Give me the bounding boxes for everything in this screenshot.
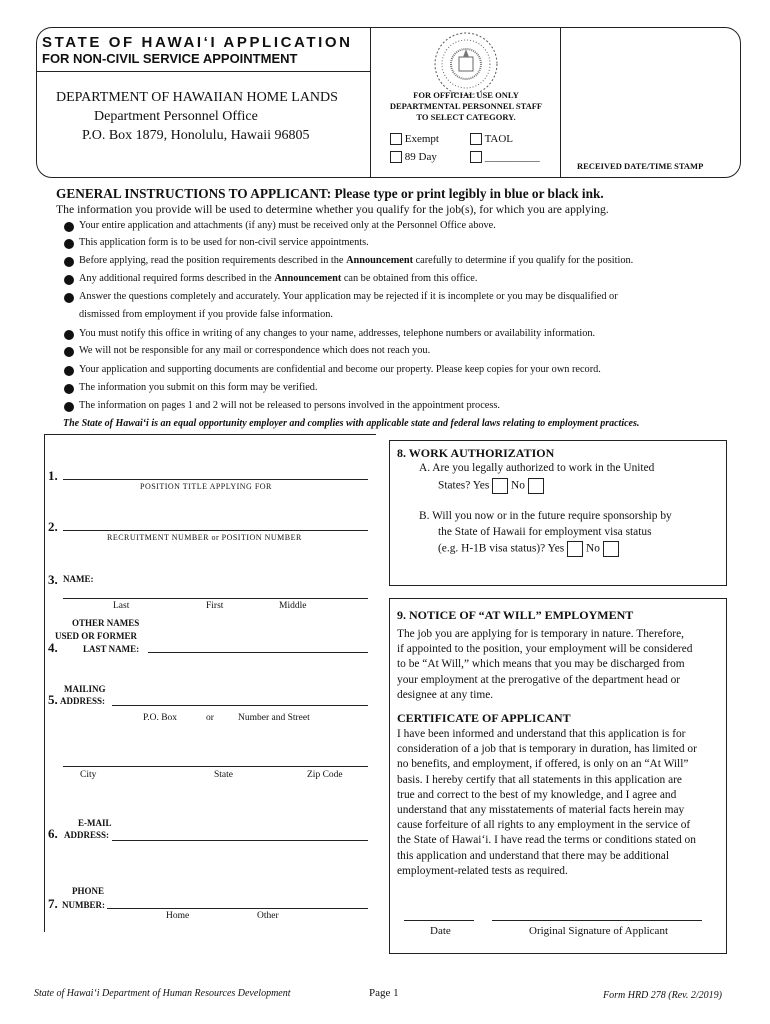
other-names-label-2: USED OR FORMER [55, 631, 138, 641]
at-will-body [397, 627, 719, 703]
number-label: NUMBER: [62, 900, 105, 910]
work-auth-heading: 8. WORK AUTHORIZATION [397, 446, 555, 460]
instruction-1: Your entire application and attachments (if any) must be received only at the Personnel Office above. [79, 220, 496, 231]
personnel-office: Department Personnel Office [94, 109, 258, 124]
certificate-line: consideration of a job that is temporary in duration, has limited or [397, 743, 697, 756]
sponsorship-no-checkbox[interactable] [603, 541, 619, 557]
bullet-icon [64, 384, 74, 394]
date-label: Date [430, 925, 451, 937]
work-auth-a2-text: States? Yes [438, 479, 490, 492]
instruction-3-bold: Announcement [346, 255, 414, 266]
sponsorship-no-label: No [585, 542, 600, 555]
certificate-heading: CERTIFICATE OF APPLICANT [397, 711, 571, 725]
zip-label: Zip Code [307, 770, 343, 780]
at-will-heading: 9. NOTICE OF “AT WILL” EMPLOYMENT [397, 608, 634, 622]
certificate-line: true and correct to the best of my knowledge, and I agree and [397, 788, 677, 801]
certificate-line: the State of Hawai‘i. I have read the terms or conditions stated on [397, 834, 696, 847]
other-category-checkbox[interactable] [470, 151, 482, 163]
instruction-10: The information on pages 1 and 2 will not be released to persons involved in the appointment process. [79, 400, 500, 411]
other-phone-label: Other [257, 911, 279, 921]
item-2-number: 2. [48, 519, 58, 534]
name-label: NAME: [63, 574, 94, 584]
signature-line[interactable] [492, 920, 702, 921]
instruction-5b: dismissed from employment if you provide false information. [79, 309, 333, 320]
certificate-line: I have been informed and understand that this application is for [397, 728, 686, 740]
certificate-line: employment-related tests as required. [397, 864, 568, 877]
at-will-line: The job you are applying for is temporary in nature. Therefore, [397, 628, 684, 640]
certificate-line: cause forfeiture of all rights to any employment in the service of [397, 819, 691, 832]
received-stamp-label: RECEIVED DATE/TIME STAMP [577, 161, 704, 171]
category-taol[interactable] [470, 133, 513, 145]
official-use-line3: TO SELECT CATEGORY. [416, 112, 516, 122]
work-auth-b3-text: (e.g. H-1B visa status)? Yes [438, 542, 565, 555]
position-title-line[interactable] [63, 479, 368, 480]
category-89day[interactable] [390, 151, 437, 163]
89day-checkbox[interactable] [390, 151, 402, 163]
eeo-statement: The State of Hawai‘i is an equal opportunity employer and complies with applicable state and federal laws relating to employment practices. [63, 418, 640, 429]
certificate-line: basis. I hereby certify that all statements in this application are [397, 773, 682, 786]
item-7-number: 7. [48, 896, 58, 911]
address-line[interactable] [112, 705, 368, 706]
header-divider-2 [560, 27, 561, 177]
certificate-line: this application and understand that there may be additional [397, 849, 670, 862]
last-name-label: LAST NAME: [83, 644, 140, 654]
instruction-4-post: can be obtained from this office. [341, 273, 478, 284]
authorized-no-label: No [510, 479, 525, 492]
bullet-icon [64, 366, 74, 376]
form-title-line1: STATE OF HAWAI‘I APPLICATION [42, 34, 353, 51]
name-line[interactable] [63, 598, 368, 599]
instructions-intro: The information you provide will be used to determine whether you qualify for the job(s), for which you are applying. [56, 203, 609, 216]
left-column-rule [44, 434, 45, 932]
address-label: ADDRESS: [60, 696, 106, 706]
email-address-label: ADDRESS: [64, 830, 110, 840]
city-state-zip-line[interactable] [63, 766, 368, 767]
instruction-4 [79, 273, 477, 284]
footer-page: Page 1 [369, 987, 399, 999]
certificate-line: understand that any misstatements of material facts herein may [397, 804, 685, 817]
phone-line[interactable] [107, 908, 368, 909]
instruction-9: The information you submit on this form may be verified. [79, 382, 318, 393]
at-will-line: if appointed to the position, your employment will be considered [397, 643, 693, 656]
taol-checkbox[interactable] [470, 133, 482, 145]
po-box-label: P.O. Box [143, 713, 178, 723]
signature-label: Original Signature of Applicant [529, 925, 668, 937]
89day-label: 89 Day [404, 151, 437, 163]
authorized-no-checkbox[interactable] [528, 478, 544, 494]
other-category-blank: __________ [484, 151, 540, 163]
instruction-8: Your application and supporting documents are confidential and become our property. Please keep copies for your own record. [79, 364, 601, 375]
authorized-yes-checkbox[interactable] [492, 478, 508, 494]
number-street-label: Number and Street [238, 713, 310, 723]
mailing-label: MAILING [64, 684, 106, 694]
instruction-4-pre: Any additional required forms described in the [79, 273, 275, 284]
instruction-4-bold: Announcement [274, 273, 342, 284]
instruction-2: This application form is to be used for non-civil service appointments. [79, 237, 369, 248]
category-other[interactable] [470, 151, 540, 163]
item-4-number: 4. [48, 640, 58, 655]
taol-label: TAOL [484, 133, 514, 145]
first-label: First [206, 601, 224, 611]
certificate-line: no benefits, and employment, if offered, is only on an “At Will” [397, 758, 689, 771]
header-divider-1 [370, 27, 371, 177]
at-will-line: to be “At Will,” which means that you may be discharged from [397, 658, 685, 671]
email-label: E-MAIL [78, 818, 112, 828]
home-label: Home [166, 911, 190, 921]
middle-label: Middle [279, 601, 307, 611]
at-will-line: designee at any time. [397, 688, 494, 701]
phone-label: PHONE [72, 886, 105, 896]
exempt-label: Exempt [404, 133, 439, 145]
instruction-7: We will not be responsible for any mail or correspondence which does not reach you. [79, 345, 431, 356]
state-seal-icon [433, 31, 499, 97]
instruction-3-post: carefully to determine if you qualify for the position. [413, 255, 634, 266]
position-title-label: POSITION TITLE APPLYING FOR [140, 482, 272, 491]
office-address: P.O. Box 1879, Honolulu, Hawaii 96805 [82, 128, 310, 143]
work-auth-a1: A. Are you legally authorized to work in the United [419, 462, 655, 474]
department-name: DEPARTMENT OF HAWAIIAN HOME LANDS [56, 90, 338, 105]
bullet-icon [64, 330, 74, 340]
bullet-icon [64, 239, 74, 249]
recruitment-number-label: RECRUITMENT NUMBER or POSITION NUMBER [107, 533, 302, 542]
recruitment-number-line[interactable] [63, 530, 368, 531]
or-label: or [206, 713, 214, 723]
at-will-line: your employment at the prerogative of the department head or [397, 673, 681, 686]
official-use-line1: FOR OFFICIAL USE ONLY [413, 90, 519, 100]
city-label: City [80, 770, 97, 780]
other-names-line[interactable] [148, 652, 368, 653]
instruction-3 [79, 255, 633, 266]
item-3-number: 3. [48, 572, 58, 587]
last-label: Last [113, 601, 130, 611]
instruction-3-pre: Before applying, read the position requirements described in the [79, 255, 347, 266]
certificate-body [397, 727, 719, 879]
bullet-icon [64, 293, 74, 303]
bullet-icon [64, 402, 74, 412]
form-title-line2: FOR NON-CIVIL SERVICE APPOINTMENT [42, 51, 298, 66]
footer-department: State of Hawai‘i Department of Human Resources Development [34, 988, 291, 999]
instruction-6: You must notify this office in writing of any changes to your name, addresses, telephone numbers or availability information. [79, 328, 596, 339]
item-6-number: 6. [48, 826, 58, 841]
bullet-icon [64, 222, 74, 232]
work-auth-b3 [438, 541, 619, 557]
footer-form-number: Form HRD 278 (Rev. 2/2019) [603, 990, 722, 1001]
sponsorship-yes-checkbox[interactable] [567, 541, 583, 557]
bullet-icon [64, 347, 74, 357]
category-exempt[interactable] [390, 133, 439, 145]
bullet-icon [64, 275, 74, 285]
instructions-heading: GENERAL INSTRUCTIONS TO APPLICANT: Please type or print legibly in blue or black ink. [56, 186, 604, 201]
exempt-checkbox[interactable] [390, 133, 402, 145]
date-line[interactable] [404, 920, 474, 921]
left-column-top-rule [44, 434, 376, 435]
instruction-5a: Answer the questions completely and accurately. Your application may be rejected if it is incomplete or you may be disqualified or [79, 291, 618, 302]
work-auth-a2 [438, 478, 544, 494]
state-label: State [214, 770, 233, 780]
bullet-icon [64, 257, 74, 267]
official-use-line2: DEPARTMENTAL PERSONNEL STAFF [389, 101, 543, 111]
other-names-label-1: OTHER NAMES [72, 618, 140, 628]
official-use-label [372, 90, 560, 123]
work-auth-b1: B. Will you now or in the future require sponsorship by [419, 510, 672, 522]
work-auth-b2: the State of Hawaii for employment visa status [438, 526, 652, 538]
item-1-number: 1. [48, 468, 58, 483]
item-5-number: 5. [48, 692, 58, 707]
email-line[interactable] [112, 840, 368, 841]
